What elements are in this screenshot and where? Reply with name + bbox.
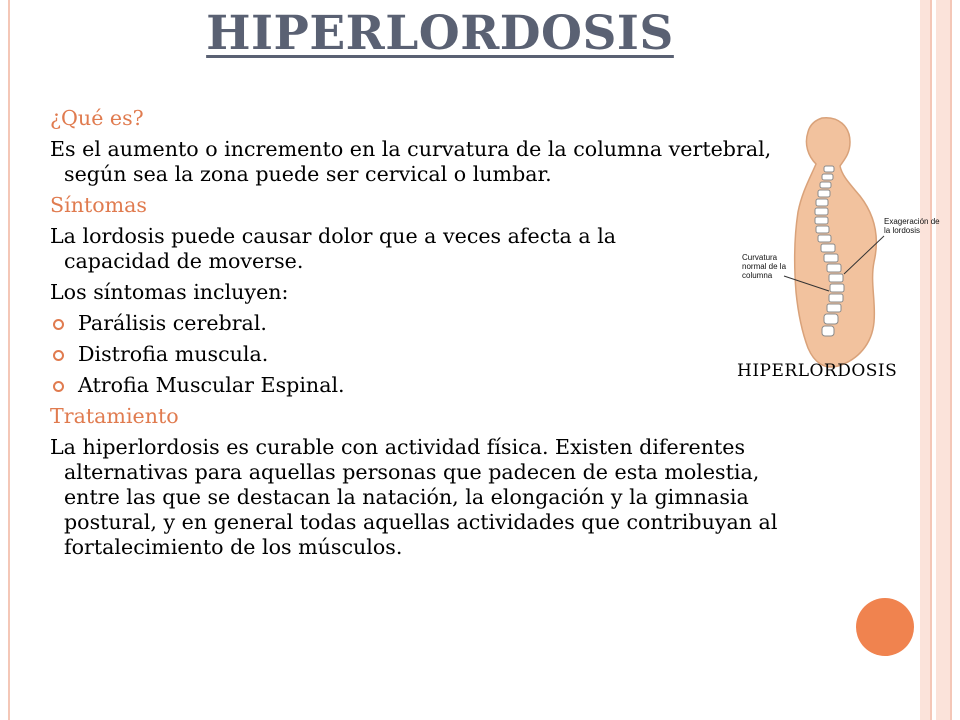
decorative-circle: [856, 598, 914, 656]
annotation-exageracion: Exageración de la lordosis: [884, 217, 940, 235]
que-es-text: Es el aumento o incremento en la curvatura de la columna vertebral, según sea la zona puede ser cervical o lumbar.: [50, 137, 772, 186]
tratamiento-heading: Tratamiento: [50, 404, 179, 428]
sintomas-text: La lordosis puede causar dolor que a veces afecta a la capacidad de moverse.: [50, 224, 617, 273]
sintomas-heading: Síntomas: [50, 193, 148, 217]
figure-caption: HIPERLORDOSIS: [737, 361, 898, 381]
list-item: Parálisis cerebral.: [50, 311, 820, 336]
bullet-icon: [53, 350, 64, 361]
annotation-curvatura: Curvatura normal de la columna: [742, 253, 787, 280]
tratamiento-text: La hiperlordosis es curable con actividad física. Existen diferentes alternativas para aquellas personas que padecen de esta molestia, entre las que se destacan la natación, la elongación y la gimnasia postural, y en general todas aquellas actividades que contribuyan al fortalecimiento de los músculos.: [50, 435, 778, 559]
list-item: Distrofia muscula.: [50, 342, 820, 367]
list-item: Atrofia Muscular Espinal.: [50, 373, 820, 398]
bullet-icon: [53, 319, 64, 330]
bullet-icon: [53, 381, 64, 392]
slide-body: [50, 106, 820, 566]
sintomas-intro: Los síntomas incluyen:: [50, 280, 289, 304]
que-es-heading: ¿Qué es?: [50, 106, 144, 130]
slide-title: HIPERLORDOSIS: [206, 6, 674, 61]
